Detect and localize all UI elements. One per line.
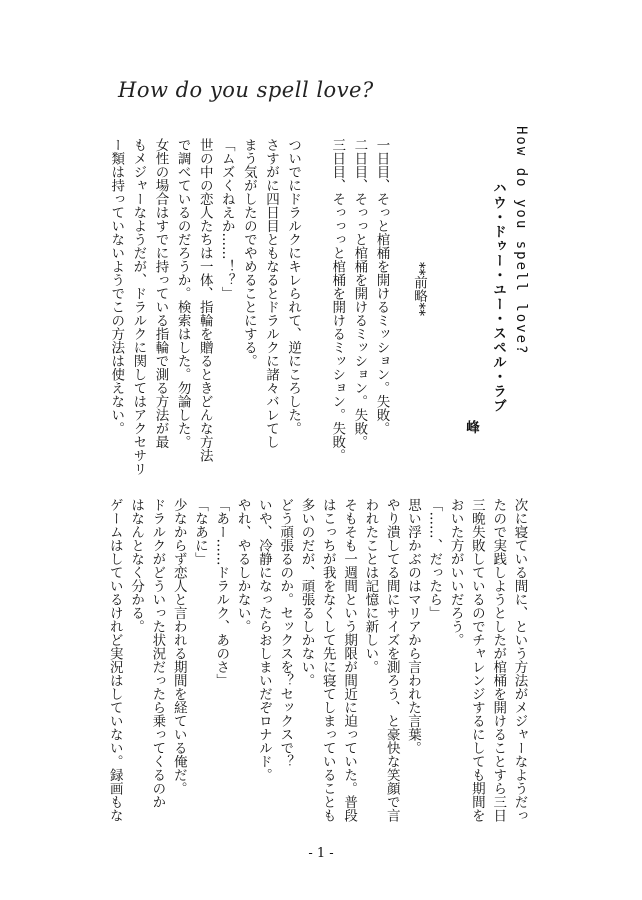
omitted-note: **前略** xyxy=(411,262,427,316)
text-line: まう気がしたのでやめることにする。 xyxy=(240,138,257,368)
text-line: 次に寝ている間に、という方法がメジャーなようだっ xyxy=(511,498,528,822)
text-line: 思い浮かぶのはマリアから言われた言葉。 xyxy=(405,498,421,755)
text-line: 多いのだが、頑張るしかない。 xyxy=(298,498,315,687)
text-line: おいた方がいいだろう。 xyxy=(447,498,464,647)
author-name: 峰 xyxy=(463,420,479,434)
text-line: さすがに四日目ともなるとドラルクに諸々バレてし xyxy=(263,138,279,449)
text-line: 少なからず恋人と言われる期間を経ている俺だ。 xyxy=(170,498,187,795)
text-line: ついでにドラルクにキレられて、逆にころした。 xyxy=(285,138,302,435)
text-line: 三晩失敗しているのでチャレンジするにしても期間を xyxy=(468,498,485,822)
text-line: どう頑張るのか。セックスを？セックスで？ xyxy=(277,498,294,768)
text-line: われたことは記憶に新しい。 xyxy=(362,498,379,674)
text-line: 一日目、そっと棺桶を開けるミッション。失敗。 xyxy=(373,138,390,435)
text-line: 三日目、そっっっと棺桶を開けるミッション。失敗。 xyxy=(329,138,346,462)
text-line: ゲームはしているけれど実況はしていない。録画もな xyxy=(106,498,123,822)
text-line: 「あー……ドラルク、あのさ」 xyxy=(213,498,230,687)
text-line: はこっちが我をなくして先に寝てしまっていることも xyxy=(319,498,336,822)
text-line: ー類は持っていないようでこの方法は使えない。 xyxy=(108,138,125,435)
text-line: いや、冷静になったらおしまいだぞロナルド。 xyxy=(255,498,272,782)
text-line: たので実践しようとしたが棺桶を開けることすら三日 xyxy=(490,498,507,822)
text-line: 二日目、そっっと棺桶を開けるミッション。失敗。 xyxy=(351,138,368,449)
text-line: 世の中の恋人たちは一体、指輪を贈るときどんな方法 xyxy=(196,138,213,462)
text-line: もメジャーなようだが、ドラルクに関してはアクセサリ xyxy=(130,138,147,476)
title-english: How do you spell love? xyxy=(513,126,529,356)
page-number: - 1 - xyxy=(308,846,334,861)
text-line: 「ムズくねえか……！？」 xyxy=(218,138,235,300)
text-line: はなんとなく分かる。 xyxy=(128,498,145,633)
text-line: 「……、だったら」 xyxy=(426,498,443,620)
text-line: やれ、やるしかない。 xyxy=(234,498,251,633)
text-line: で調べているのだろうか。検索はした。勿論した。 xyxy=(174,138,191,449)
text-line: 「なあに」 xyxy=(192,498,208,566)
text-line: そもそも一週間という期限が間近に迫っていた。普段 xyxy=(341,498,358,822)
text-line: やり潰してる間にサイズを測ろう、と豪快な笑顔で言 xyxy=(383,498,400,822)
title-katakana: ハウ・ドゥー・ユー・スペル・ラブ xyxy=(490,181,506,413)
text-line: ドラルクがどういった状況だったら乗ってくるのか xyxy=(149,498,166,809)
text-line: 女性の場合はすでに持っている指輪で測る方法が最 xyxy=(152,138,169,449)
cursive-title: How do you spell love? xyxy=(118,78,374,102)
